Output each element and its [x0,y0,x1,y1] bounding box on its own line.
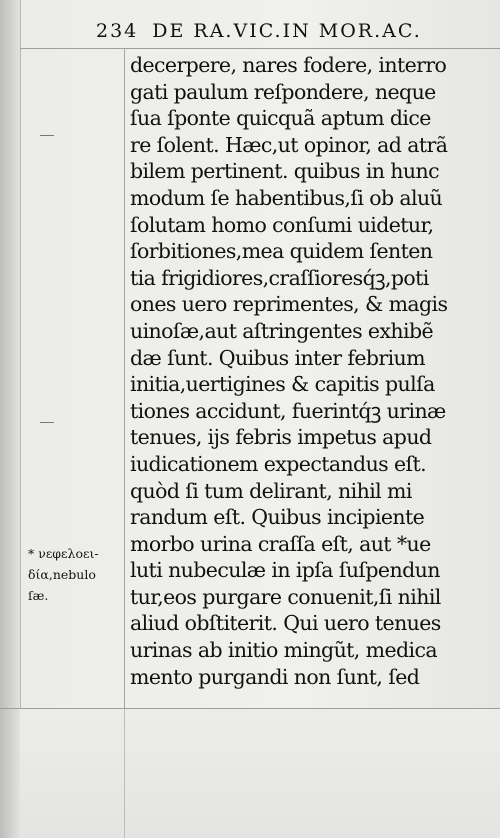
running-header [96,20,500,48]
body-text [130,52,496,690]
text-line: bilem pertinent. quibus in hunc [130,159,439,184]
text-line: mento purgandi non ſunt, ſed [130,664,420,689]
text-line: ſorbitiones,mea quidem ſenten [130,239,433,264]
margin-note [28,543,124,606]
margin-mark [40,422,54,423]
text-line: ſolutam homo conſumi uidetur, [130,212,434,237]
running-title: DE RA.VIC.IN MOR.AC. [152,20,422,42]
text-line: tur,eos purgare conuenit,ſi nihil [130,584,441,609]
text-line: uinoſæ,aut aſtringentes exhibẽ [130,318,434,343]
text-line: initia,uertigines & capitis pulſa [130,372,435,397]
text-line: tenues, ijs febris impetus apud [130,425,432,450]
margin-rule [124,48,125,708]
text-line: quòd ſi tum delirant, nihil mi [130,478,412,503]
margin-mark [40,135,54,136]
margin-note-line: ſæ. [28,588,49,603]
text-line: modum ſe habentibus,ſi ob aluũ [130,185,443,210]
margin-note-line: δία,nebulo [28,567,96,582]
lower-margin-rule [124,709,125,838]
text-line: urinas ab initio mingũt, medica [130,638,437,663]
page-number: 234 [96,20,139,42]
text-line: randum eſt. Quibus incipiente [130,505,425,530]
text-line: decerpere, nares fodere, interro [130,53,447,77]
text-line: re ſolent. Hæc,ut opinor, ad atrã [130,132,448,157]
text-line: gati paulum reſpondere, neque [130,79,436,104]
text-line: ones uero reprimentes, & magis [130,292,448,317]
margin-note-line: * νεφελοει- [28,546,99,561]
text-line: morbo urina craſſa eſt, aut *ue [130,531,431,556]
page-gutter [0,0,21,838]
header-rule [20,48,500,49]
text-line: ſua ſponte quicquã aptum dice [130,106,431,131]
text-line: iudicationem expectandus eſt. [130,451,427,476]
blank-page-area [20,709,500,838]
text-line: aliud obſtiterit. Qui uero tenues [130,611,441,636]
text-line: tiones accidunt, fuerintq́ꝫ urinæ [130,398,446,423]
text-line: dæ ſunt. Quibus inter febrium [130,345,425,370]
text-line: tia frigidiores,craſſioresq́ꝫ,poti [130,265,429,290]
text-line: luti nubeculæ in ipſa ſuſpendun [130,558,440,583]
